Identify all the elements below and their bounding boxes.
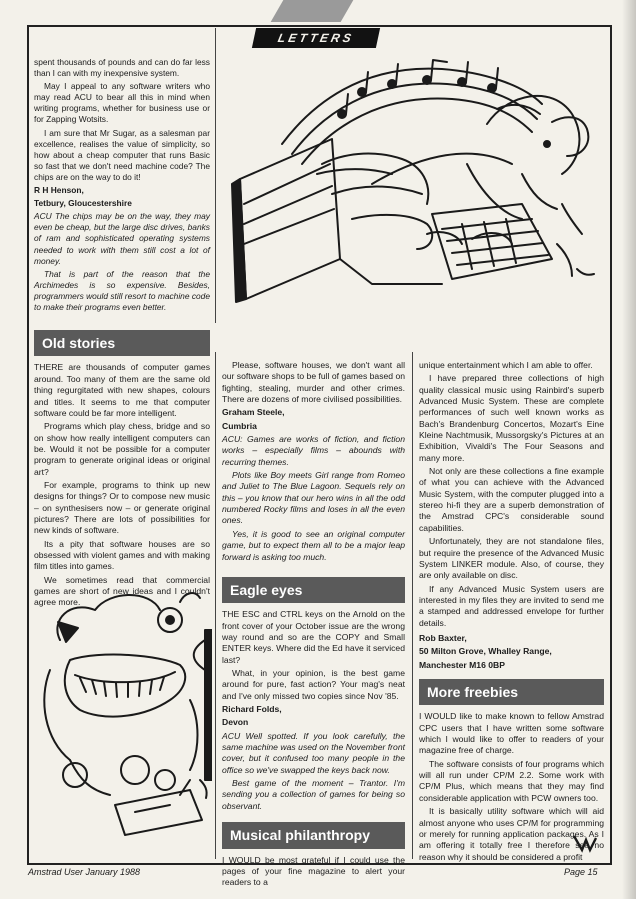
paragraph: Please, software houses, we don't want all our software shops to be full of games based on fighting, stealing, murder and other crimes. There are dozens of more civilised possibilities. [222, 360, 405, 405]
paragraph: It is basically utility software which will aid almost anyone who uses CP/M for programming or merely for running application packages. As I am offering it totally free I therefore see no reason why it should be considered a profit [419, 806, 604, 862]
paragraph: We sometimes read that commercial games are short of new ideas and I couldn't agree more. [34, 574, 210, 608]
col2-letters [222, 360, 405, 891]
footer-publication: Amstrad User January 1988 [28, 867, 141, 877]
editor-reply: ACU The chips may be on the way, they may even be cheap, but the large disc drives, banks of ram and sophisticated operating systems needed to work with them still cost a lot of money. [34, 211, 210, 266]
column-rule [215, 352, 216, 859]
signature-address: 50 Milton Grove, Whalley Range, [419, 646, 552, 657]
signature-place: Tetbury, Gloucestershire [34, 198, 132, 209]
frame-rule-left [27, 25, 29, 865]
paragraph: May I appeal to any software writers who may read ACU to bear all this in mind when writing programs, whether for business use or for Zapping Wotsits. [34, 81, 210, 125]
paragraph: Unfortunately, they are not standalone files, but require the presence of the Advanced Music System LINKER module. Also, of course, they are only available on disc. [419, 536, 604, 581]
cartoon-dog-joystick [40, 580, 212, 850]
paragraph: spent thousands of pounds and can do far less than I can with my inexpensive system. [34, 57, 210, 79]
col1-top-letter [34, 57, 210, 315]
page-edge-shadow [622, 0, 636, 899]
paragraph: unique entertainment which I am able to offer. [419, 360, 593, 370]
signature-name: Graham Steele, [222, 407, 285, 418]
paragraph: I WOULD be most grateful if I could use the pages of your fine magazine to alert your readers to a [222, 854, 405, 888]
paragraph: I am sure that Mr Sugar, as a salesman par excellence, realises the value of simplicity, so how about a cheap computer that runs Basic so fast that we don't need machine code? The chips are on the way to do it! [34, 127, 210, 182]
paragraph: THERE are thousands of computer games around. Too many of them are the same old thing regurgitated with new shapes, colours and titles. It seems to me that computer software could be far more intelligent. [34, 362, 210, 418]
paragraph: Not only are these collections a fine example of what you can achieve with the Advanced Music System, with the computer plugged into a stereo hi-fi they are a superb demonstration of the Amstrad CPC's considerable sound capabilities. [419, 466, 604, 533]
heading-old-stories: Old stories [34, 330, 210, 356]
signature-name: Richard Folds, [222, 704, 282, 715]
col1-old-stories [34, 326, 210, 611]
editor-reply: ACU: Games are works of fiction, and fiction works – especially films – abounds with recurring themes. [222, 434, 405, 467]
footer-page-number: Page 15 [564, 867, 598, 877]
paragraph: If any Advanced Music System users are interested in my files they are invited to send me a stamped and addressed envelope for further details. [419, 583, 604, 628]
editor-reply: Yes, it is good to see an original computer game, but to expect them all to be a major leap forward is asking too much. [222, 528, 405, 562]
paragraph: Programs which play chess, bridge and so on show how really intelligent computers can be. Would it not be possible for a computer program to generate original ideas or original art? [34, 421, 210, 477]
signature-name: Rob Baxter, [419, 632, 467, 643]
editor-reply: Best game of the moment – Trantor. I'm sending you a collection of games for being so observant. [222, 778, 405, 811]
continued-arrow-icon [572, 832, 598, 854]
signature-place: Devon [222, 717, 249, 728]
paragraph: I have prepared three collections of high quality classical music using Rainbird's superb Advanced Music System. These are complete performances of such well known works as Bach's Brandenburg Concertos, Mozart's Eine Kleine Nachtmusik, Mussorgsky's Pictures at an Exhibition, Vivaldi's The Four Seasons and many more. [419, 373, 604, 463]
signature-place: Cumbria [222, 420, 257, 431]
column-rule [215, 28, 216, 323]
frame-rule-right [610, 25, 612, 865]
editor-reply: Plots like Boy meets Girl range from Romeo and Juliet to The Blue Lagoon. Sequels rely on this – you know that our hero wins in all the odd numbered Rocky films and loses in all the even ones. [222, 470, 405, 526]
heading-eagle-eyes: Eagle eyes [222, 577, 405, 603]
paragraph: THE ESC and CTRL keys on the Arnold on the front cover of your October issue are the wrong way round and so are the COPY and Small ENTER keys. Where did the Ed have it serviced last? [222, 609, 405, 665]
heading-more-freebies: More freebies [419, 679, 604, 705]
paragraph: Its a pity that software houses are so obsessed with violent games and with making film titles into games. [34, 538, 210, 572]
heading-musical-philanthropy: Musical philanthropy [222, 822, 405, 848]
section-header: LETTERS [252, 28, 380, 48]
editor-reply: ACU Well spotted. If you look carefully, the same machine was used on the November front cover, but it confused too many people in the office so we've swapped the keys back now. [222, 730, 405, 775]
editor-reply: That is part of the reason that the Archimedes is so expensive. Besides, programmers would still resort to machine code to make their programs even better. [34, 268, 210, 312]
cartoon-music-computer [222, 44, 602, 312]
signature-address: Manchester M16 0BP [419, 659, 505, 670]
paragraph: The software consists of four programs which will all run under CP/M 2.2. Some work with CP/M Plus, which means that they may find considerable application with PCW owners too. [419, 758, 604, 803]
col3-letters [419, 360, 604, 865]
paragraph: For example, programs to think up new designs for things? Or to compose new music – on synthesisers now – or generate original pictures? There are lots of possibilities for new kinds of software. [34, 479, 210, 536]
paragraph: I WOULD like to make known to fellow Amstrad CPC users that I have written some software which I would like to offer to readers of your magazine free of charge. [419, 711, 604, 756]
column-rule [412, 352, 413, 859]
paragraph: What, in your opinion, is the best game around for pure, fast action? Your mag's neat and I've only missed two copies since Nov '85. [222, 668, 405, 701]
signature-name: R H Henson, [34, 185, 84, 196]
